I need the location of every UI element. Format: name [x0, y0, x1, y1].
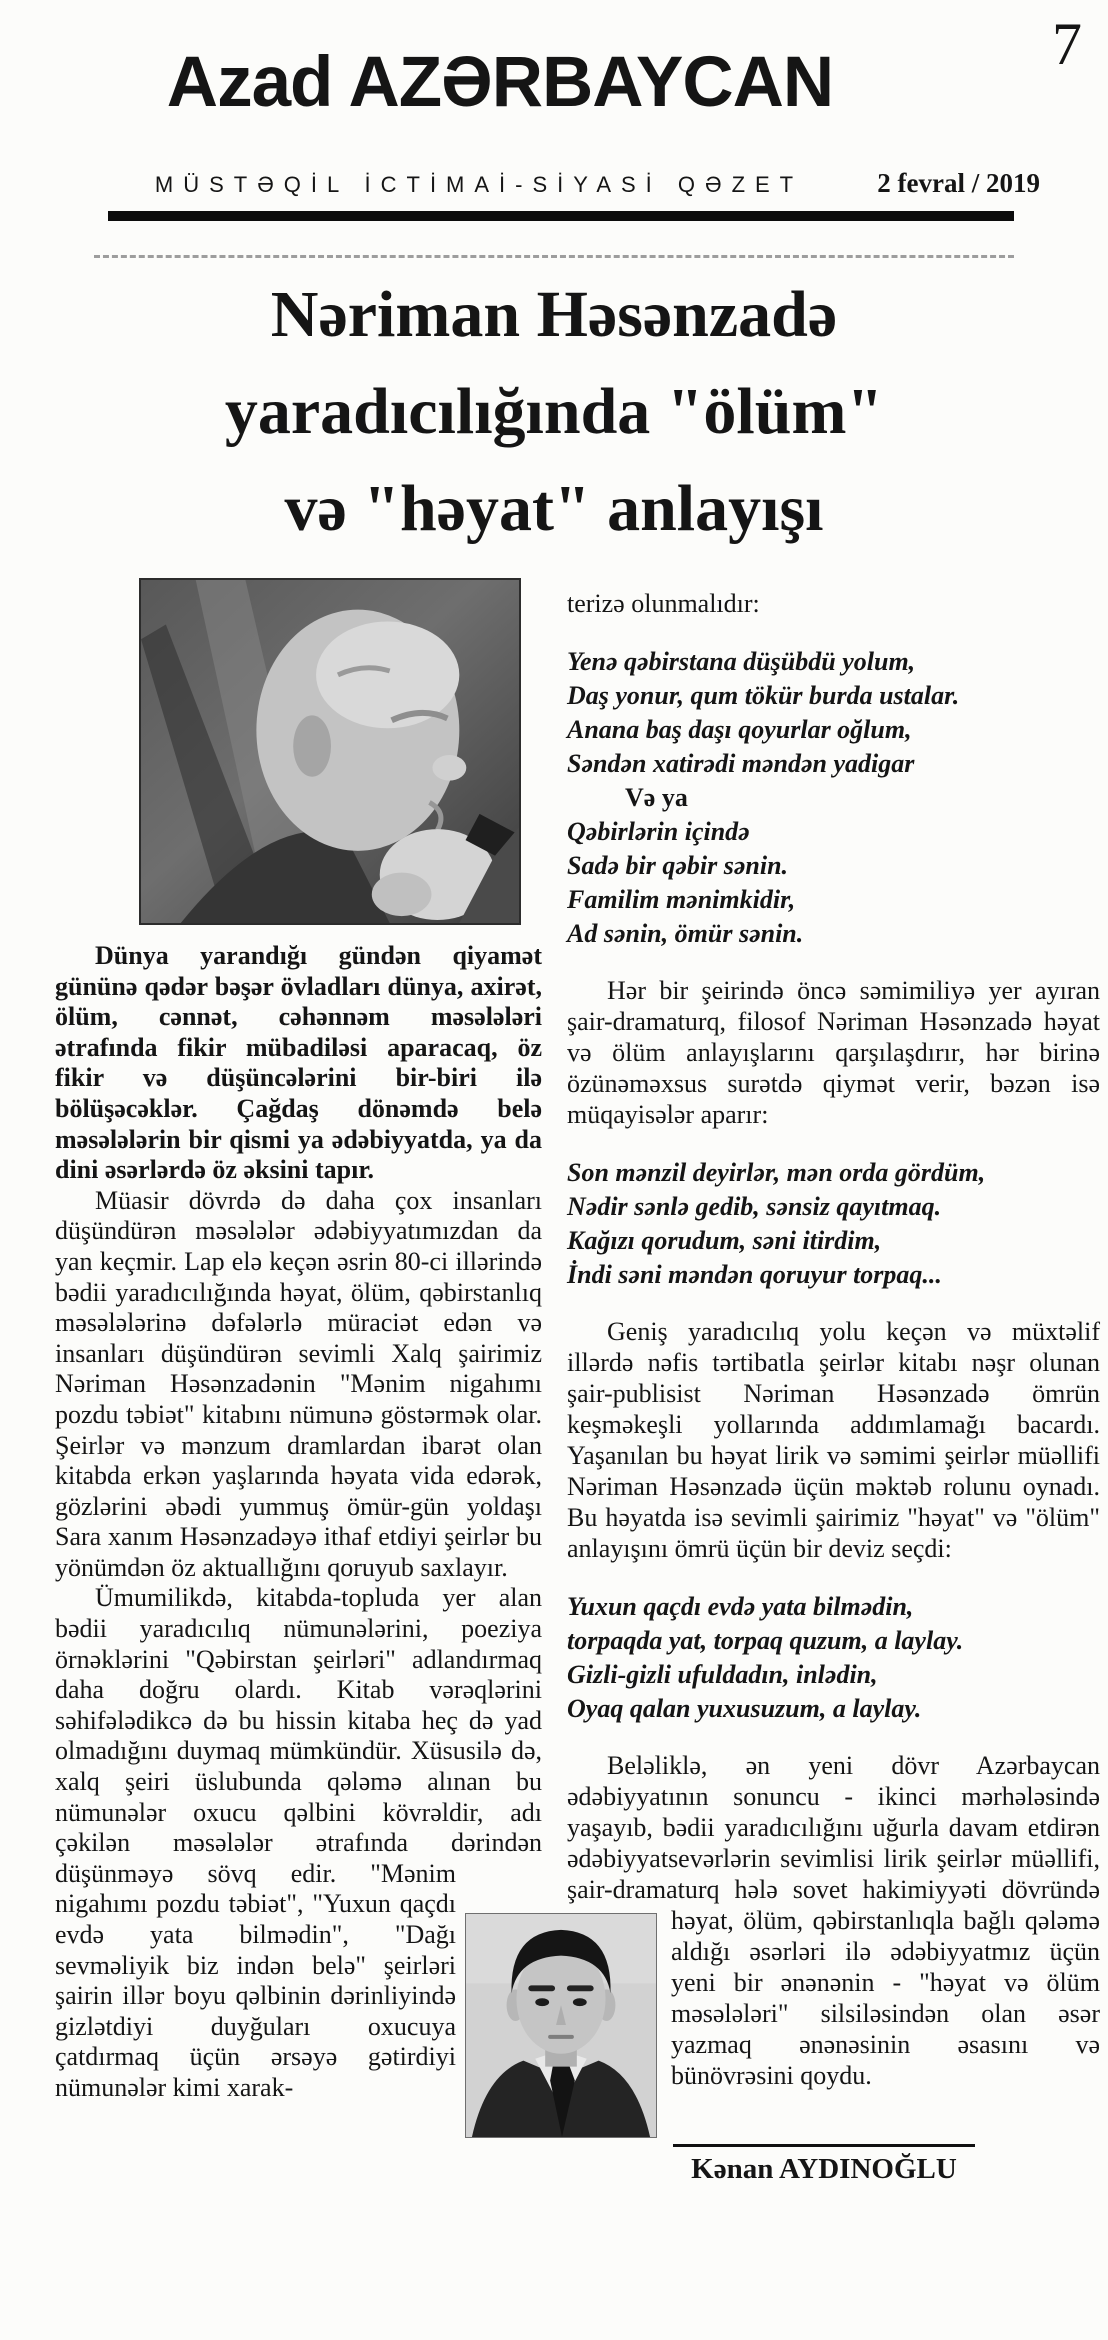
page-number: 7 [1052, 11, 1082, 77]
article-headline [64, 266, 1044, 557]
poem-line: Familim mənimkidir, [567, 885, 796, 914]
paragraph: Müasir dövrdə də daha çox insanları düşündürən məsələlər ədəbiyyatımızdan da yan keçmir. Lap elə keçən əsrin 80-ci illərində bədii yaradıcılığında həyat, ölüm, qəbirstanlıq məsələlərinə dəfələrlə müraciət edən və insanları düşündürən sevimli Xalq şairimiz Nəriman Həsənzadənin "Mənim nigahımı pozdu təbiət" kitabını nümunə göstərmək olar. Şeirlər və mənzum dramlardan ibarət olan kitabda erkən yaşlarında həyata vida edərək, gözlərini əbədi yummuş ömür-gün yoldaşı Sara xanım Həsənzadəyə ithaf etdiyi şeirlər bu yönümdən öz aktuallığını qoruyub saxlayır. [55, 1185, 542, 1582]
poem-line: Səndən xatirədi məndən yadigar [567, 749, 915, 778]
poem-line: İndi səni məndən qoruyur torpaq... [567, 1260, 942, 1289]
issue-date: 2 fevral / 2019 [877, 168, 1040, 198]
author-byline: Kənan AYDINOĞLU [691, 2153, 957, 2185]
poem-line: Anana baş daşı qoyurlar oğlum, [567, 715, 912, 744]
headline-line: Nəriman Həsənzadə [270, 278, 838, 351]
masthead-rule [108, 211, 1014, 221]
poet-photo [139, 578, 521, 925]
paragraph-text: Ümumilikdə, kitabda-topluda yer alan bədii yaradıcılıq nümunələrini, poeziya örnəklərini "Qəbirstan şeirləri" adlandırmaq daha doğru olardı. Kitab vərəqlərini səhifələdikcə də bu hissin kitaba heç də yad olmadığını duymaq mümkündür. Xüsusilə də, xalq şeiri üslubunda qələmə alınan bu nümunələr oxucu qəlbini kövrəldir, adı çəkilən məsələlər ətrafında dərindən düşünməyə sövq edir. [55, 1583, 542, 1888]
poem-line: Son mənzil deyirlər, mən orda gördüm, [567, 1158, 986, 1187]
poem-line: Ad sənin, ömür sənin. [567, 919, 804, 948]
poem-line: Qəbirlərin içində [567, 817, 750, 846]
headline-line: və "həyat" anlayışı [284, 472, 824, 545]
poem-line: Yuxun qaçdı evdə yata bilmədin, [567, 1592, 914, 1621]
poem-line: Daş yonur, qum tökür burda ustalar. [567, 681, 960, 710]
paragraph-text: "Mənim nigahımı pozdu təbiət", "Yuxun qaçdı evdə yata bilmədin", "Dağı sevməliyik biz indən belə" şeirləri şairin illər boyu qəlbinin dərinliyində gizlətdiyi duyğuları oxucuya çatdırmaq üçün ərsəyə gətirdiyi nümunələr kimi xarak- [55, 1858, 456, 2102]
poem-line: torpaqda yat, torpaq quzum, a laylay. [567, 1626, 964, 1655]
poem-line: Sadə bir qəbir sənin. [567, 851, 789, 880]
paragraph: Hər bir şeirində öncə səmimiliyə yer ayıran şair-dramaturq, filosof Nəriman Həsənzadə həyat və ölüm anlayışlarını qarşılaşdırır, hər birinə özünəməxsus surətdə qiymət verir, bəzən isə müqayisələr aparır: [567, 976, 1100, 1129]
dotted-divider [94, 255, 1014, 258]
left-column [55, 578, 542, 2107]
poem-interlude: Və ya [625, 783, 688, 812]
poem-line: Yenə qəbirstana düşübdü yolum, [567, 647, 916, 676]
masthead-row [108, 168, 1040, 199]
paragraph-text: qələmə aldığı əsərləri ilə ədəbiyyatmız üçün yeni bir ənənənin - "həyat və ölüm məsələləri" silsiləsindən olan əsər yazmaq ənənəsinin əsasını və bünövrəsini qoydu. [671, 1906, 1100, 2090]
poet-photo-image [141, 580, 519, 923]
poem-quote-3 [567, 1590, 1100, 1726]
author-photo [465, 1913, 657, 2138]
poem-line: Gizli-gizli ufuldadın, inlədin, [567, 1660, 878, 1689]
right-column [567, 588, 1100, 2185]
poem-line: Oyaq qalan yuxusuzum, a laylay. [567, 1694, 922, 1723]
newspaper-subtitle: MÜSTƏQİL İCTİMAİ-SİYASİ QƏZET [154, 172, 804, 197]
poem-line: Kağızı qorudum, səni itirdim, [567, 1226, 882, 1255]
byline-block [673, 2144, 975, 2185]
paragraph-text: Beləliklə, ən yeni dövr Azərbaycan ədəbiyyatının sonuncu - ikinci mərhələsində yaşayıb, bədii yaradıcılığını uğurla davam etdirən ədəbiyyatsevərlərin sevimlisi lirik şeirlər müəllifi, şair-dramaturq hələ sovet hakimiyyəti dövründə həyat, ölüm, qəbirstanlıqla bağlı [567, 1751, 1100, 1935]
newspaper-title: Azad AZƏRBAYCAN [166, 43, 834, 122]
paragraph: Geniş yaradıcılıq yolu keçən və müxtəlif illərdə nəfis tərtibatla şeirlər kitabı nəşr olunan şair-publisist Nəriman Həsənzadə ömrün keşməkeşli yollarında addımlamağı bacardı. Yaşanılan bu həyat lirik və səmimi şeirlər müəllifi Nəriman Həsənzadə üçün məktəb rolunu oynadı. Bu həyatda isə sevimli şairimiz "həyat" və "ölüm" anlayışını ömrü üçün bir deviz seçdi: [567, 1317, 1100, 1563]
headline-line: yaradıcılığında "ölüm" [224, 375, 884, 448]
poem-line: Nədir sənlə gedib, sənsiz qayıtmaq. [567, 1192, 942, 1221]
author-photo-image [466, 1914, 656, 2137]
poem-quote-1 [567, 645, 1100, 951]
paragraph-wrapping [567, 1750, 1100, 2091]
poem-quote-2 [567, 1156, 1100, 1292]
paragraph-lead: Dünya yarandığı gündən qiyamət gününə qədər bəşər övladları dünya, axirət, ölüm, cənnət, cəhənnəm məsələləri ətrafında fikir mübadiləsi aparacaq, öz fikir və düşüncələrini bir-biri ilə bölüşəcəklər. Çağdaş dönəmdə belə məsələlərin bir qismi ya ədəbiyyatda, ya da dini əsərlərdə öz əksini tapır. [55, 941, 542, 1185]
continuation-line: terizə olunmalıdır: [567, 589, 760, 618]
